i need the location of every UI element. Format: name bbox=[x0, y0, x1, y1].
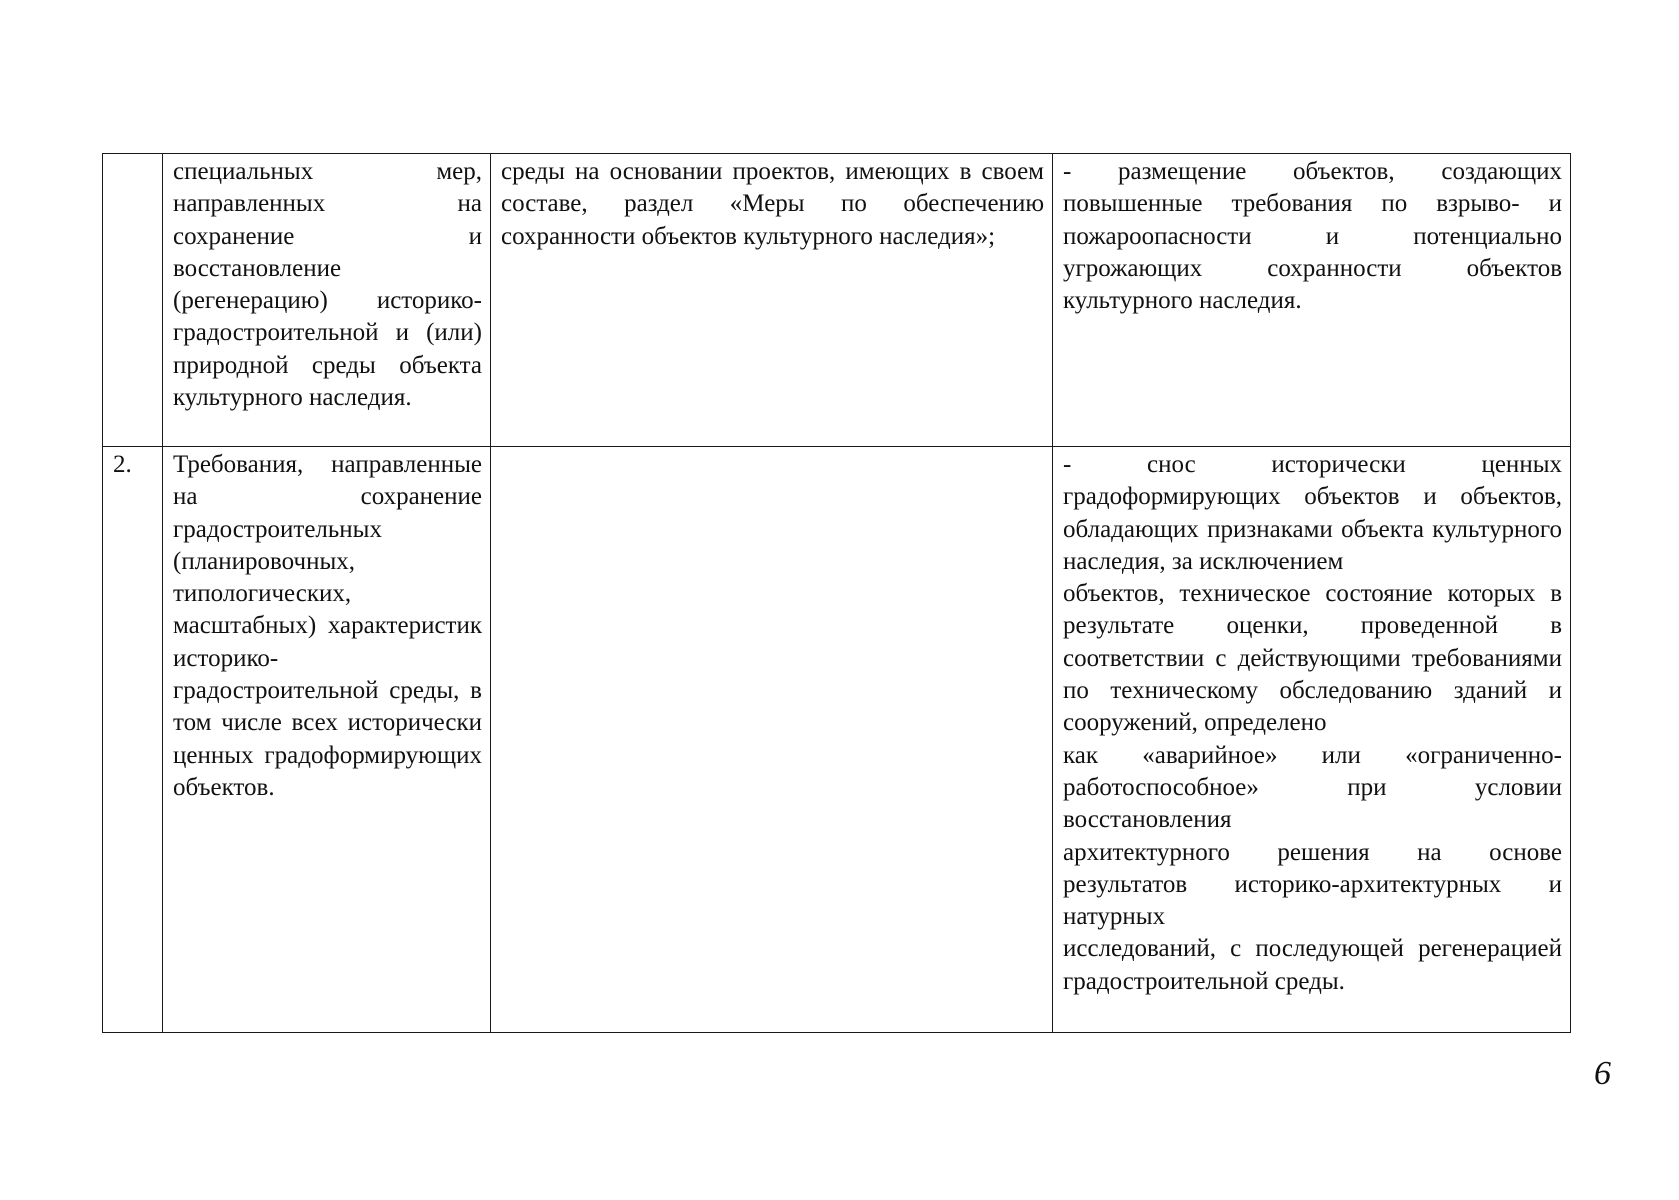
table-row bbox=[103, 447, 1571, 1033]
row-number-cell: 2. bbox=[103, 447, 163, 1033]
forbidden-paragraph: архитектурного решения на основе результатов историко-архитектурных и натурных bbox=[1063, 838, 1562, 931]
forbidden-cell bbox=[1053, 447, 1571, 1033]
allowed-cell bbox=[491, 447, 1053, 1033]
forbidden-paragraph: - снос исторически ценных градоформирующих объектов и объектов, обладающих признаками объекта культурного наследия, за исключением bbox=[1063, 451, 1562, 575]
page-number: 6 bbox=[1594, 1055, 1611, 1092]
forbidden-cell: - размещение объектов, создающих повышенные требования по взрыво- и пожароопасности и потенциально угрожающих сохранности объектов культурного наследия. bbox=[1053, 154, 1571, 447]
allowed-cell: среды на основании проектов, имеющих в своем составе, раздел «Меры по обеспечению сохранности объектов культурного наследия»; bbox=[491, 154, 1053, 447]
requirements-table bbox=[102, 153, 1571, 1033]
forbidden-paragraph: исследований, с последующей регенерацией градостроительной среды. bbox=[1063, 935, 1562, 995]
row-number-cell bbox=[103, 154, 163, 447]
table-row bbox=[103, 154, 1571, 447]
requirement-cell: Требования, направленные на сохранение градостроительных (планировочных, типологических, масштабных) характеристик историко-градостроительной среды, в том числе всех исторически ценных градоформирующих объектов. bbox=[163, 447, 491, 1033]
forbidden-paragraph: как «аварийное» или «ограниченно-работоспособное» при условии восстановления bbox=[1063, 741, 1562, 834]
requirement-cell: специальных мер, направленных на сохранение и восстановление (регенерацию) историко-градостроительной и (или) природной среды объекта культурного наследия. bbox=[163, 154, 491, 447]
forbidden-paragraph: объектов, техническое состояние которых в результате оценки, проведенной в соответствии с действующими требованиями по техническому обследованию зданий и сооружений, определено bbox=[1063, 580, 1562, 737]
